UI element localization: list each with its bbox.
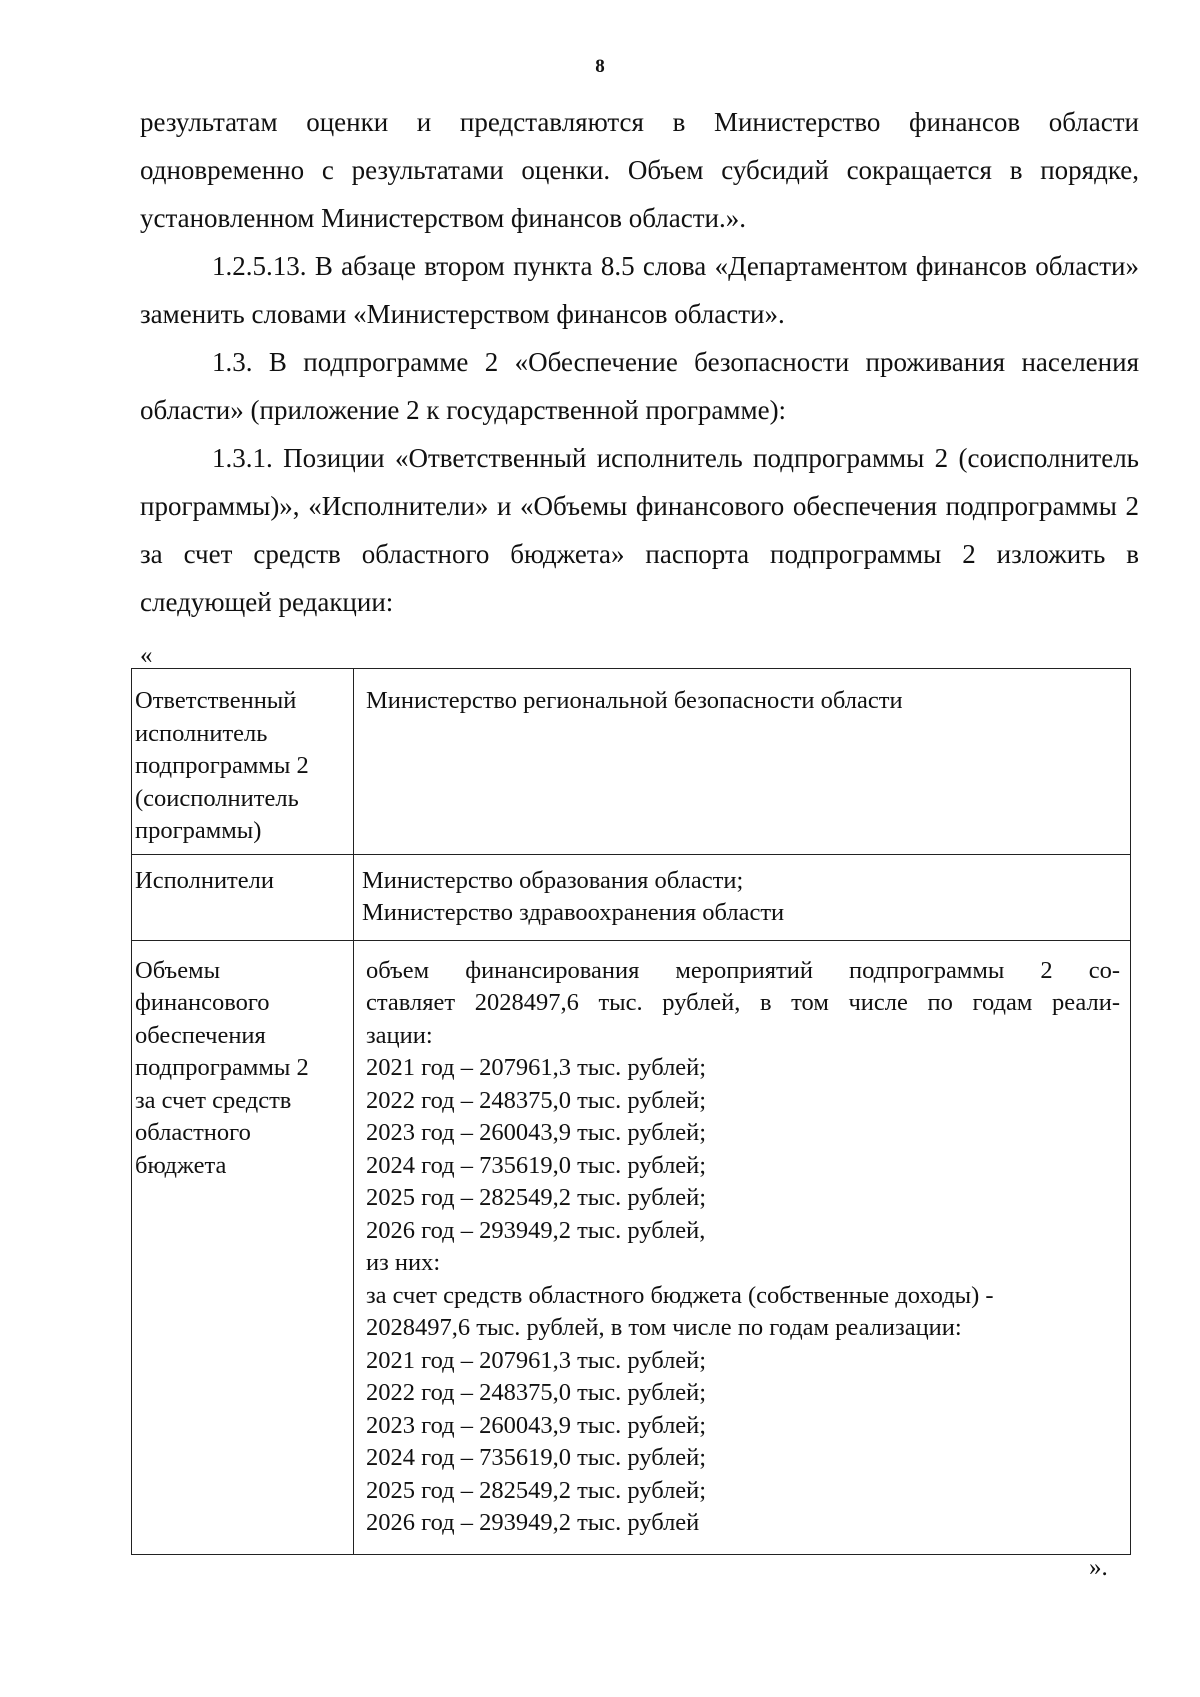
cell-label-funding-volumes — [132, 940, 354, 1554]
value-line: Министерство образования области; — [362, 866, 744, 894]
label-line: (соисполнитель — [135, 784, 299, 812]
table-row-funding-volumes — [132, 940, 1131, 1554]
value-line: Министерство здравоохранения области — [362, 899, 785, 926]
label-line: обеспечения — [135, 1021, 266, 1049]
value-line: 2026 год – 293949,2 тыс. рублей — [366, 1509, 700, 1536]
value-line: 2022 год – 248375,0 тыс. рублей; — [366, 1379, 707, 1406]
table-row-executors — [132, 854, 1131, 940]
value-line: зации: — [366, 1021, 433, 1049]
page-number: 8 — [595, 56, 605, 77]
label-line: бюджета — [135, 1151, 227, 1179]
label-line: финансового — [135, 989, 270, 1016]
value-line: 2028497,6 тыс. рублей, в том числе по годам реализации: — [366, 1314, 962, 1341]
value-line: объем финансирования мероприятий подпрограммы 2 со- — [366, 956, 1120, 984]
value-line: 2023 год – 260043,9 тыс. рублей; — [366, 1119, 707, 1146]
table-row-responsible-executor — [132, 669, 1131, 855]
label-line: областного — [135, 1119, 251, 1146]
value-line: 2021 год – 207961,3 тыс. рублей; — [366, 1054, 707, 1081]
close-quote-mark: ». — [1089, 1554, 1108, 1581]
cell-label-executors — [132, 854, 354, 940]
cell-value-funding-volumes — [354, 940, 1131, 1554]
value-line: 2026 год – 293949,2 тыс. рублей, — [366, 1216, 706, 1244]
value-line: 2024 год – 735619,0 тыс. рублей; — [366, 1444, 707, 1471]
cell-value-executors — [354, 854, 1131, 940]
passport-table — [131, 668, 1131, 1555]
cell-label-responsible-executor — [132, 669, 354, 855]
label-line: программы) — [135, 817, 262, 844]
paragraph-1-3: 1.3. В подпрограмме 2 «Обеспечение безопасности проживания населения области» (приложение 2 к государственной программе): — [140, 347, 1139, 425]
value-line: 2024 год – 735619,0 тыс. рублей; — [366, 1151, 707, 1179]
label-line: Исполнители — [135, 866, 274, 894]
cell-value-responsible-executor — [354, 669, 1131, 855]
value-line: 2025 год – 282549,2 тыс. рублей; — [366, 1476, 707, 1504]
value-line: 2022 год – 248375,0 тыс. рублей; — [366, 1086, 707, 1114]
value-line: 2021 год – 207961,3 тыс. рублей; — [366, 1346, 707, 1374]
value-line: 2025 год – 282549,2 тыс. рублей; — [366, 1184, 707, 1211]
paragraph-1-2-5-13: 1.2.5.13. В абзаце втором пункта 8.5 слова «Департаментом финансов области» заменить словами «Министерством финансов области». — [140, 251, 1139, 329]
label-line: Объемы — [135, 956, 221, 984]
value-line: ставляет 2028497,6 тыс. рублей, в том числе по годам реали- — [366, 989, 1120, 1016]
label-line: подпрограммы 2 — [135, 752, 309, 779]
value-line: за счет средств областного бюджета (собственные доходы) - — [366, 1281, 994, 1309]
value-line: 2023 год – 260043,9 тыс. рублей; — [366, 1411, 707, 1439]
value-line: Министерство региональной безопасности области — [366, 687, 903, 714]
label-line: исполнитель — [135, 719, 268, 747]
label-line: подпрограммы 2 — [135, 1054, 309, 1081]
label-line: за счет средств — [135, 1086, 292, 1114]
paragraph-continuation: результатам оценки и представляются в Министерство финансов области одновременно с результатами оценки. Объем субсидий сокращается в порядке, установленном Министерством финансов области.». — [140, 107, 1139, 233]
open-quote-mark: « — [140, 642, 153, 669]
label-line: Ответственный — [135, 687, 297, 714]
paragraph-1-3-1: 1.3.1. Позиции «Ответственный исполнитель подпрограммы 2 (соисполнитель программы)», «Исполнители» и «Объемы финансового обеспечения подпрограммы 2 за счет средств областного бюджета» паспорта подпрограммы 2 изложить в следующей редакции: — [140, 443, 1139, 617]
body-text — [140, 98, 1139, 626]
value-line: из них: — [366, 1249, 441, 1276]
